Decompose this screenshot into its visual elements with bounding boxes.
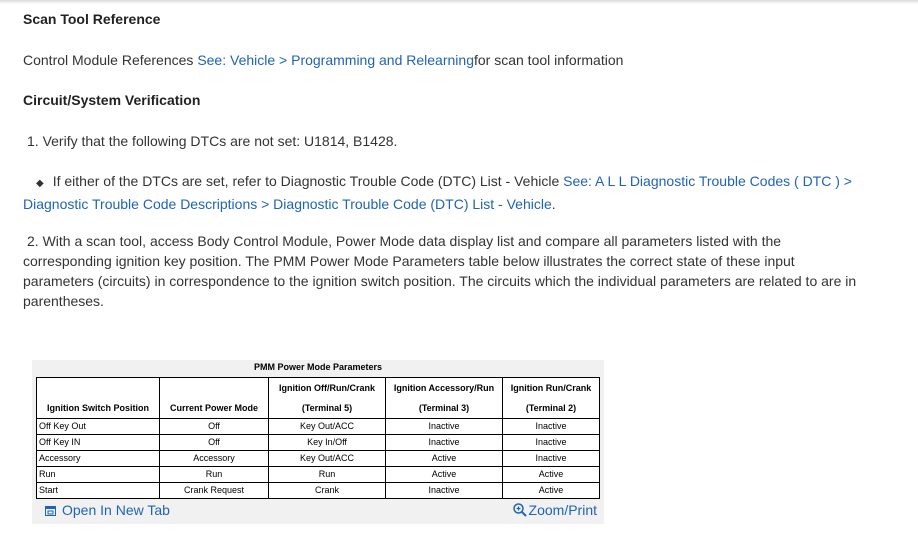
bullet-icon: ◆ (36, 178, 44, 189)
table-cell: Active (503, 467, 600, 483)
table-cell: Inactive (503, 435, 600, 451)
header-terminal-2: Ignition Run/Crank (Terminal 2) (503, 378, 600, 419)
table-cell: Run (37, 467, 160, 483)
step-1: 1. Verify that the following DTCs are not set: U1814, B1428. (27, 133, 398, 149)
step-2-line-1: 2. With a scan tool, access Body Control Module, Power Mode data display list and compare all parameters listed with the (27, 233, 782, 249)
table-cell: Key In/Off (269, 435, 386, 451)
table-row (37, 467, 600, 483)
table-cell: Inactive (386, 419, 503, 435)
new-tab-icon (45, 503, 56, 519)
table-cell: Off Key Out (37, 419, 160, 435)
table-cell: Crank Request (160, 483, 269, 499)
table-cell: Crank (269, 483, 386, 499)
table-cell: Off Key IN (37, 435, 160, 451)
control-prefix: Control Module References (23, 52, 198, 68)
table-cell: Active (386, 451, 503, 467)
dtc-list-link-1[interactable]: See: A L L Diagnostic Trouble Codes ( DTC ) > (563, 173, 852, 189)
step-2 (23, 231, 856, 311)
header-ignition-switch-position: Ignition Switch Position (37, 378, 160, 419)
bullet-period: . (551, 196, 556, 212)
step-2-line-4: parentheses. (23, 293, 104, 309)
step-2-line-3: parameters (circuits) in correspondence to the ignition switch position. The circuits which the individual parameters are related to are in (23, 273, 857, 289)
table-row (37, 483, 600, 499)
control-module-references (23, 50, 623, 70)
pmm-power-mode-table (36, 377, 600, 499)
top-shadow (0, 0, 918, 4)
table-cell: Accessory (37, 451, 160, 467)
table-row (37, 419, 600, 435)
scan-tool-heading: Scan Tool Reference (23, 11, 161, 27)
dtc-list-link-2[interactable]: Diagnostic Trouble Code Descriptions > Diagnostic Trouble Code (DTC) List - Vehicle (23, 196, 552, 212)
header-terminal-5: Ignition Off/Run/Crank (Terminal 5) (269, 378, 386, 419)
table-cell: Key Out/ACC (269, 451, 386, 467)
table-cell: Run (160, 467, 269, 483)
dtc-bullet (23, 171, 852, 214)
table-cell: Off (160, 435, 269, 451)
verification-heading: Circuit/System Verification (23, 92, 201, 108)
programming-relearning-link[interactable]: See: Vehicle > Programming and Relearning (197, 52, 474, 68)
table-cell: Inactive (503, 419, 600, 435)
bullet-prefix: If either of the DTCs are set, refer to Diagnostic Trouble Code (DTC) List - Vehicle (52, 173, 564, 189)
table-cell: Key Out/ACC (269, 419, 386, 435)
table-cell: Active (386, 467, 503, 483)
table-cell: Inactive (503, 451, 600, 467)
step-2-line-2: corresponding ignition key position. The PMM Power Mode Parameters table below illustrates the correct state of these input (23, 253, 795, 269)
header-current-power-mode: Current Power Mode (160, 378, 269, 419)
zoom-print-label: Zoom/Print (528, 502, 597, 518)
table-title: PMM Power Mode Parameters (253, 362, 383, 372)
table-row (37, 435, 600, 451)
table-cell: Accessory (160, 451, 269, 467)
open-in-new-tab-label: Open In New Tab (62, 502, 170, 518)
open-in-new-tab-link[interactable] (45, 502, 170, 519)
table-row (37, 451, 600, 467)
table-header-row (37, 378, 600, 419)
control-suffix: for scan tool information (473, 52, 624, 68)
zoom-print-link[interactable] (513, 502, 597, 520)
table-card (32, 360, 604, 524)
table-cell: Inactive (386, 435, 503, 451)
pmm-table-container (36, 360, 600, 499)
table-cell: Off (160, 419, 269, 435)
magnifier-icon (513, 503, 527, 520)
table-cell: Inactive (386, 483, 503, 499)
table-cell: Active (503, 483, 600, 499)
header-terminal-3: Ignition Accessory/Run (Terminal 3) (386, 378, 503, 419)
table-cell: Run (269, 467, 386, 483)
table-footer (32, 500, 604, 522)
table-cell: Start (37, 483, 160, 499)
